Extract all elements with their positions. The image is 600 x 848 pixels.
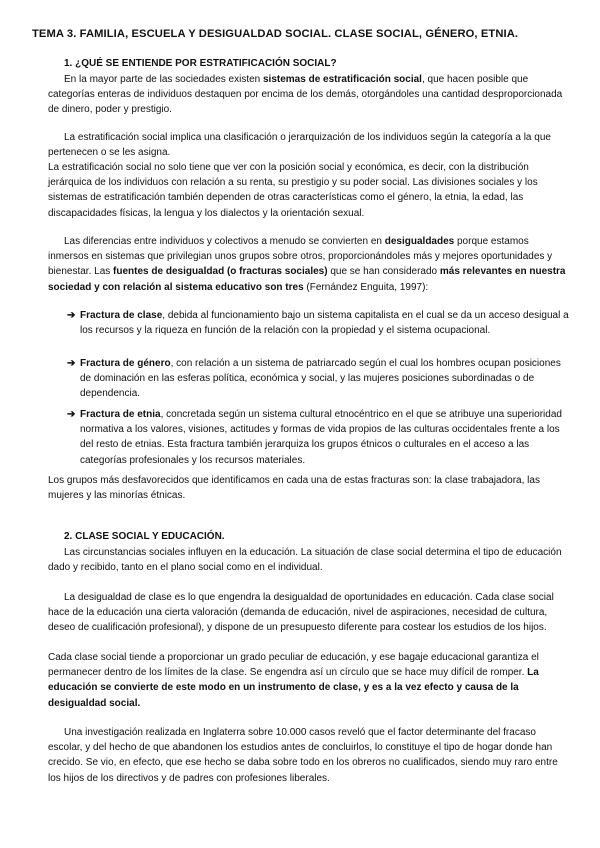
bold-text: fuentes de desigualdad (o fracturas sociales): [113, 266, 328, 278]
bold-text: sistemas de estratificación social: [263, 74, 422, 85]
document-title: TEMA 3. FAMILIA, ESCUELA Y DESIGUALDAD SOCIAL. CLASE SOCIAL, GÉNERO, ETNIA.: [32, 28, 519, 40]
arrow-icon: ➔: [67, 310, 76, 321]
section-2-heading: 2. CLASE SOCIAL Y EDUCACIÓN.: [64, 531, 225, 542]
list-item-fractura-genero: ➔ Fractura de género, con relación a un sistema de patriarcado según el cual los hombres ocupan posiciones de dominación en las esferas política, económica y social, y las mujeres posiciones subordinadas o de dependencia.: [67, 358, 561, 400]
arrow-icon: ➔: [67, 409, 76, 420]
section-1-paragraph-3: La estratificación social no solo tiene que ver con la posición social y económica, es decir, con la distribución jerárquica de los individuos con relación a su renta, su prestigio y su poder social. Las divisiones sociales y los sistemas de estratificación también dependen de otras características como el género, la etnia, la edad, las discapacidades físicas, la lengua y los dialectos y la orientación sexual.: [48, 162, 538, 219]
list-item-fractura-clase: ➔ Fractura de clase, debida al funcionamiento bajo un sistema capitalista en el cual se da un acceso desigual a los recursos y la riqueza en función de la relación con la propiedad y el sistema ocupacional.: [67, 310, 569, 337]
bold-text: más relevantes en nuestra sociedad y con relación al sistema educativo son tres: [48, 266, 566, 293]
section-1-heading: 1. ¿QUÉ SE ENTIENDE POR ESTRATIFICACIÓN SOCIAL?: [64, 58, 337, 69]
bold-text: La educación se convierte de este modo en un instrumento de clase, y es a la vez efecto y causa de la desigualdad social.: [48, 667, 539, 709]
bullet-term: Fractura de clase: [80, 310, 163, 321]
bold-text: desigualdades: [384, 236, 455, 247]
bullet-term: Fractura de género: [80, 358, 171, 369]
section-2-paragraph-1: Las circunstancias sociales influyen en la educación. La situación de clase social determina el tipo de educación dado y recibido, tanto en el plano social como en el individual.: [48, 547, 562, 574]
section-1-paragraph-5: Los grupos más desfavorecidos que identificamos en cada una de estas fracturas son: la clase trabajadora, las mujeres y las minorías étnicas.: [48, 475, 540, 502]
section-2-paragraph-2: La desigualdad de clase es lo que engendra la desigualdad de oportunidades en educación. Cada clase social hace de la educación una cierta valoración (demanda de educación, nivel de aspiraciones, necesidad de cultura, deseo de cualificación profesional), y dispone de un presupuesto diferente para costear los estudios de los hijos.: [48, 592, 554, 634]
section-1-paragraph-1: En la mayor parte de las sociedades existen sistemas de estratificación social, que hacen posible que categorías enteras de individuos destaquen por encima de los demás, otorgándoles una cantidad desproporcionada de dinero, poder y prestigio.: [48, 74, 563, 116]
list-item-fractura-etnia: ➔ Fractura de etnia, concretada según un sistema cultural etnocéntrico en el que se atribuye una superioridad normativa a los valores, visiones, actitudes y formas de vida propios de las culturas occidentales frente a los del resto de etnias. Esta fractura también jerarquiza los grupos étnicos o culturales en el acceso a las categorías profesionales y los recursos materiales.: [67, 409, 562, 466]
bullet-term: Fractura de etnia: [80, 409, 161, 420]
section-2-paragraph-3: Cada clase social tiende a proporcionar un grado peculiar de educación, y ese bagaje educacional garantiza el permanecer dentro de los límites de la clase. Se engendra así un círculo que se hace muy difícil de romper. La educación se convierte de este modo en un instrumento de clase, y es a la vez efecto y causa de la desigualdad social.: [48, 652, 539, 709]
arrow-icon: ➔: [67, 358, 76, 369]
section-2-paragraph-4: Una investigación realizada en Inglaterra sobre 10.000 casos reveló que el factor determinante del fracaso escolar, y del hecho de que abandonen los estudios antes de concluirlos, lo constituye el tipo de hogar donde han crecido. Se vio, en efecto, que ese hecho se daba sobre todo en los obreros no cualificados, siendo muy raro entre los hijos de los directivos y de padres con profesiones liberales.: [48, 727, 558, 784]
section-1-paragraph-4: Las diferencias entre individuos y colectivos a menudo se convierten en desigualdades porque estamos inmersos en sistemas que privilegian unos grupos sobre otros, proporcionándoles más y mejores oportunidades y bienestar. Las fuentes de desigualdad (o fracturas sociales) que se han considerado más relevantes en nuestra sociedad y con relación al sistema educativo son tres (Fernández Enguita, 1997):: [48, 236, 566, 293]
section-1-paragraph-2: La estratificación social implica una clasificación o jerarquización de los individuos según la categoría a la que pertenecen o se les asigna.: [48, 132, 551, 159]
